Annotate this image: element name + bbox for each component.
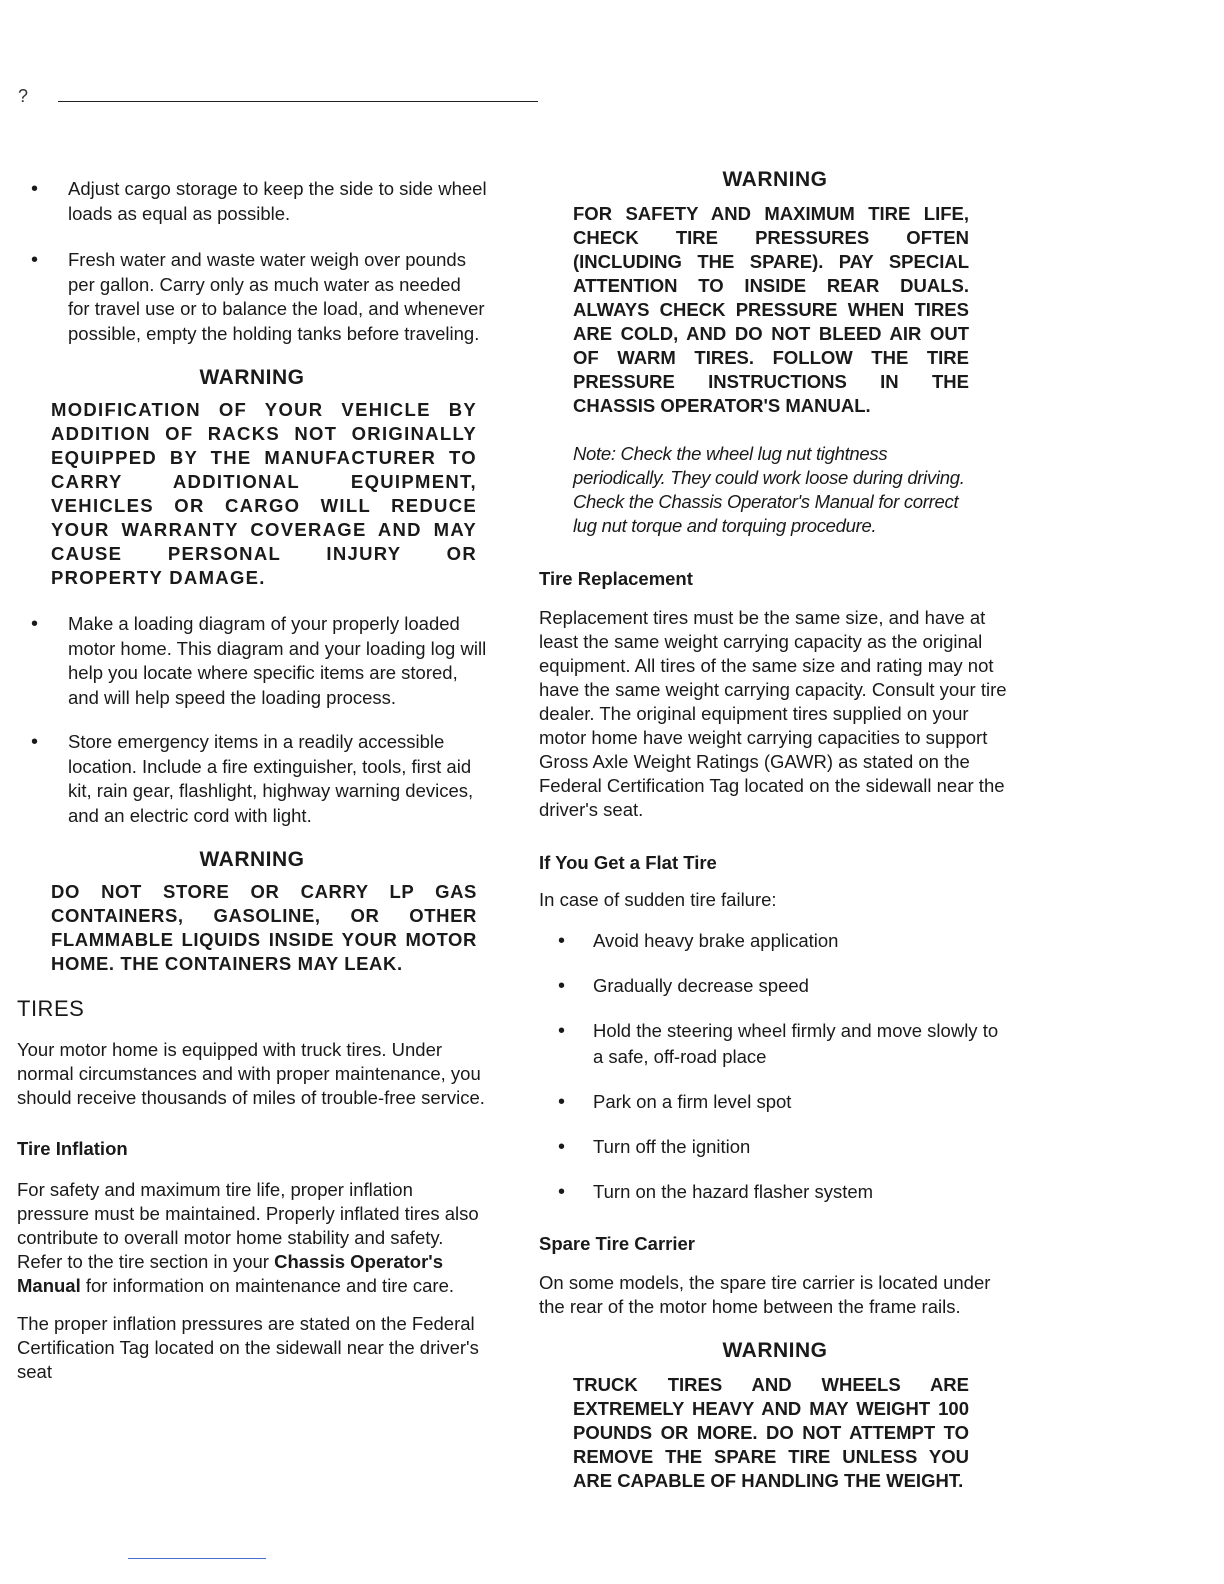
flat-tire-step: • Turn on the hazard flasher system bbox=[539, 1179, 1011, 1205]
left-column bbox=[17, 177, 487, 1384]
lug-nut-note: Note: Check the wheel lug nut tightness periodically. They could work loose during driving. Check the Chassis Operator's Manual for correct lug nut torque and torquing procedure. bbox=[573, 443, 965, 536]
inflation-pressure-location-text: The proper inflation pressures are stated on the Federal Certification Tag located on the sidewall near the driver's seat bbox=[17, 1313, 479, 1382]
tire-inflation-text-part: For safety and maximum tire life, proper inflation pressure must be maintained. Properly inflated tires also contribute to overall motor home stability and safety. Refer to the tire section in your bbox=[17, 1179, 479, 1272]
flat-tire-intro: In case of sudden tire failure: bbox=[539, 889, 777, 910]
warning-text: DO NOT STORE OR CARRY LP GAS CONTAINERS, GASOLINE, OR OTHER FLAMMABLE LIQUIDS INSIDE YOUR MOTOR HOME. THE CONTAINERS MAY LEAK. bbox=[51, 881, 477, 974]
bullet-emergency-items: • Store emergency items in a readily accessible location. Include a fire extinguisher, tools, first aid kit, rain gear, flashlight, highway warning devices, and an electric cord with light. bbox=[17, 730, 487, 828]
warning-title: WARNING bbox=[199, 366, 305, 389]
subsection-title-tire-inflation: Tire Inflation bbox=[17, 1138, 128, 1159]
warning-box-lp-gas bbox=[17, 848, 487, 976]
flat-tire-step: • Hold the steering wheel firmly and move slowly to a safe, off-road place bbox=[539, 1018, 1011, 1070]
flat-tire-step: • Turn off the ignition bbox=[539, 1134, 1011, 1160]
warning-box-spare-tire bbox=[539, 1339, 1011, 1493]
warning-text: TRUCK TIRES AND WHEELS ARE EXTREMELY HEAVY AND MAY WEIGHT 100 POUNDS OR MORE. DO NOT ATTEMPT TO REMOVE THE SPARE TIRE UNLESS YOU ARE CAPABLE OF HANDLING THE WEIGHT. bbox=[573, 1374, 969, 1491]
bullet-cargo-storage: • Adjust cargo storage to keep the side to side wheel loads as equal as possible. bbox=[17, 177, 487, 226]
warning-text: FOR SAFETY AND MAXIMUM TIRE LIFE, CHECK TIRE PRESSURES OFTEN (INCLUDING THE SPARE). PAY SPECIAL ATTENTION TO INSIDE REAR DUALS. ALWAYS CHECK PRESSURE WHEN TIRES ARE COLD, AND DO NOT BLEED AIR OUT OF WARM TIRES. FOLLOW THE TIRE PRESSURE INSTRUCTIONS IN THE CHASSIS OPERATOR'S MANUAL. bbox=[573, 203, 969, 416]
subsection-title-tire-replacement: Tire Replacement bbox=[539, 568, 693, 589]
bullet-loading-diagram: • Make a loading diagram of your properly loaded motor home. This diagram and your loading log will help you locate where specific items are stored, and will help speed the loading process. bbox=[17, 612, 487, 710]
warning-title: WARNING bbox=[722, 168, 828, 191]
spare-tire-text: On some models, the spare tire carrier is located under the rear of the motor home between the frame rails. bbox=[539, 1272, 991, 1317]
chassis-manual-reference: Chassis Operator's Manual bbox=[17, 1251, 443, 1296]
warning-text: MODIFICATION OF YOUR VEHICLE BY ADDITION OF RACKS NOT ORIGINALLY EQUIPPED BY THE MANUFACTURER TO CARRY ADDITIONAL EQUIPMENT, VEHICLES OR CARGO WILL REDUCE YOUR WARRANTY COVERAGE AND MAY CAUSE PERSONAL INJURY OR PROPERTY DAMAGE. bbox=[51, 399, 477, 588]
warning-box-modification bbox=[17, 366, 487, 590]
tires-intro-text: Your motor home is equipped with truck tires. Under normal circumstances and with proper maintenance, you should receive thousands of miles of trouble-free service. bbox=[17, 1039, 485, 1108]
section-title-tires: TIRES bbox=[17, 996, 85, 1021]
page-corner-mark: ? bbox=[18, 86, 29, 106]
tire-inflation-text-part: for information on maintenance and tire care. bbox=[80, 1275, 455, 1296]
flat-tire-step: • Park on a firm level spot bbox=[539, 1089, 1011, 1115]
warning-box-tire-pressure bbox=[539, 168, 1011, 418]
subsection-title-flat-tire: If You Get a Flat Tire bbox=[539, 852, 717, 873]
tire-replacement-text: Replacement tires must be the same size, and have at least the same weight carrying capacity as the original equipment. All tires of the same size and rating may not have the same weight carrying capacity. Consult your tire dealer. The original equipment tires supplied on your motor home have weight carrying capacities to support Gross Axle Weight Ratings (GAWR) as stated on the Federal Certification Tag located on the sidewall near the driver's seat. bbox=[539, 607, 1007, 820]
flat-tire-step: • Gradually decrease speed bbox=[539, 973, 1011, 999]
warning-title: WARNING bbox=[199, 848, 305, 871]
subsection-title-spare-tire: Spare Tire Carrier bbox=[539, 1233, 695, 1254]
flat-tire-step: • Avoid heavy brake application bbox=[539, 928, 1011, 954]
warning-title: WARNING bbox=[722, 1339, 828, 1362]
bullet-water-weight: • Fresh water and waste water weigh over pounds per gallon. Carry only as much water as needed for travel use or to balance the load, and whenever possible, empty the holding tanks before traveling. bbox=[17, 248, 487, 346]
right-column bbox=[539, 168, 1011, 1493]
header-rule bbox=[58, 101, 538, 102]
footer-rule bbox=[128, 1558, 266, 1559]
tire-inflation-text bbox=[17, 1178, 487, 1298]
